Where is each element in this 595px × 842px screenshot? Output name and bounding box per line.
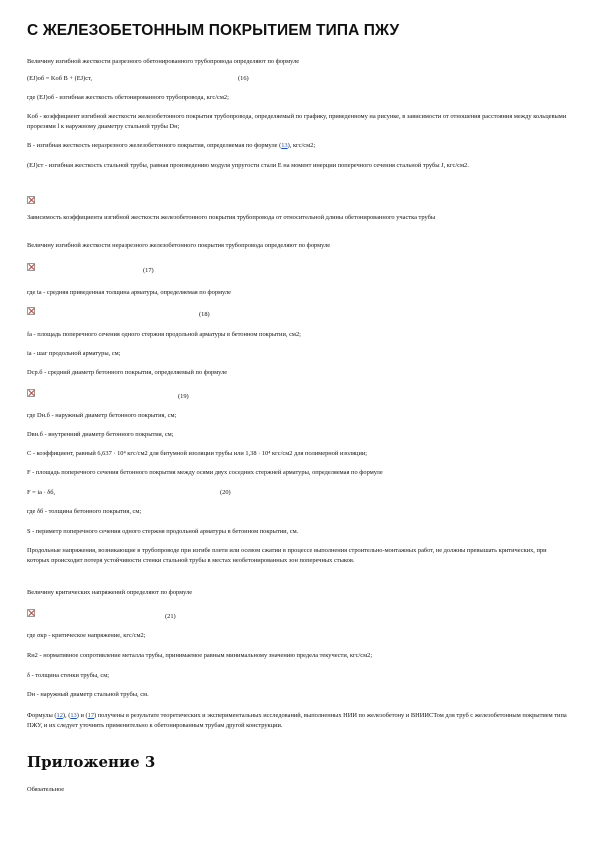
formula-19-number: (19): [178, 393, 189, 400]
definition-k-ob: Kоб - коэффициент изгибной жесткости железобетонного покрытия трубопровода, определяемый по графику, приведенному на рисунке, в зависимости от отношения расстояния между кольцевыми прорезями l к наружному диаметру стальной трубы Dн;: [27, 113, 567, 130]
note-text-a: Формулы (: [27, 712, 57, 719]
definition-delta-b: где δб - толщина бетонного покрытия, см;: [27, 508, 142, 515]
definition-fa: fа - площадь поперечного сечения одного стержня продольной арматуры в бетонном покрытии, см2;: [27, 331, 301, 338]
definition-delta: δ - толщина стенки трубы, см;: [27, 672, 110, 679]
definition-b: [27, 141, 568, 151]
formula-20: F = iа · δб,: [27, 489, 56, 496]
definition-sigma-kr: где σкр - критическое напряжение, кгс/см2;: [27, 632, 146, 639]
figure-caption: Зависимость коэффициента изгибной жесткости железобетонного покрытия трубопровода от относительной длины обетонированного участка трубы: [27, 214, 436, 221]
definition-ej-ob: где (EJ)об - изгибная жесткость обетонированного трубопровода, кгс/см2;: [27, 94, 229, 101]
formula-20-number: (20): [220, 489, 231, 496]
paragraph-formulas-note: [27, 711, 568, 730]
link-formula-13[interactable]: 13: [281, 142, 288, 149]
formula-18-number: (18): [199, 311, 210, 318]
definition-b-tail: ), кгс/см2;: [287, 142, 316, 149]
formula-16-number: (16): [238, 75, 249, 82]
definition-s: S - периметр поперечного сечения одного стержня продольной арматуры в бетонном покрытии, см.: [27, 528, 299, 535]
broken-image-icon: [27, 196, 35, 204]
definition-rn2: Rн2 - нормативное сопротивление металла трубы, принимаемое равным минимальному значению предела текучести, кгс/см2;: [27, 652, 373, 659]
definition-dn: Dн - наружный диаметр стальной трубы, см.: [27, 691, 149, 698]
appendix-heading: Приложение 3: [27, 753, 156, 771]
broken-image-icon: [27, 307, 35, 315]
section-heading: С ЖЕЛЕЗОБЕТОННЫМ ПОКРЫТИЕМ ТИПА ПЖУ: [27, 22, 400, 39]
paragraph-stiffness: Величину изгибной жесткости неразрезного железобетонного покрытия трубопровода определяют по формуле: [27, 242, 331, 249]
link-formula-12[interactable]: 12: [56, 712, 63, 719]
note-text-b: ), (: [62, 712, 71, 719]
paragraph-intro: Величину изгибной жесткости разрезного обетонированного трубопровода определяют по формуле: [27, 58, 300, 65]
broken-image-icon: [27, 263, 35, 271]
formula-16: (EJ)об = Kоб B + (EJ)ст,: [27, 75, 93, 82]
definition-d-sr: Dср.б - средний диаметр бетонного покрытия, определяемый по формуле: [27, 369, 228, 376]
paragraph-longitudinal-stress: Продольные напряжения, возникающие в трубопроводе при изгибе плети или осевом сжатии в процессе выполнения строительно-монтажных работ, не должны превышать критических, при которых происходит потеря устойчивости стенки стальной трубы в местах необетонированных зон поперечных стыков.: [27, 547, 547, 564]
definition-ia: iа - шаг продольной арматуры, см;: [27, 350, 121, 357]
broken-image-icon: [27, 389, 35, 397]
paragraph-critical-stress: Величину критических напряжений определяют по формуле: [27, 589, 193, 596]
definition-ej-st: (EJ)ст - изгибная жесткость стальной трубы, равная произведению модуля упругости стали E на момент инерции поперечного сечения стальной трубы J, кгс/см2.: [27, 162, 469, 169]
link-formula-13[interactable]: 13: [70, 712, 77, 719]
formula-21-number: (21): [165, 613, 176, 620]
definition-f: F - площадь поперечного сечения бетонного покрытия между осями двух соседних стержней арматуры, определяемая по формуле: [27, 469, 383, 476]
definition-b-text: B - изгибная жесткость неразрезного железобетонного покрытия, определяемая по формуле (: [27, 142, 282, 149]
definition-d-vnb: Dвн.б - внутренний диаметр бетонного покрытия, см;: [27, 431, 174, 438]
link-formula-17[interactable]: 17: [87, 712, 95, 719]
definition-d-nb: где Dн.б - наружный диаметр бетонного покрытия, см;: [27, 412, 177, 419]
note-text-d: ) получены в результате теоретических и экспериментальных исследований, выполненных НИИ по железобетону и ВНИИСТом для труб с железобетонным покрытием типа ПЖУ, и их следует уточнить применительно к обетонированным трубам другой конструкции.: [27, 712, 567, 729]
formula-17-number: (17): [143, 267, 154, 274]
definition-ta: где tа - средняя приведенная толщина арматуры, определяемая по формуле: [27, 289, 231, 296]
appendix-status: Обязательное: [27, 786, 65, 793]
broken-image-icon: [27, 609, 35, 617]
note-text-c: ) и (: [76, 712, 88, 719]
definition-c: C - коэффициент, равный 6,637 · 10⁴ кгс/см2 для битумной изоляции трубы или 1,38 · 10⁴ кгс/см2 для полимерной изоляции;: [27, 450, 368, 457]
